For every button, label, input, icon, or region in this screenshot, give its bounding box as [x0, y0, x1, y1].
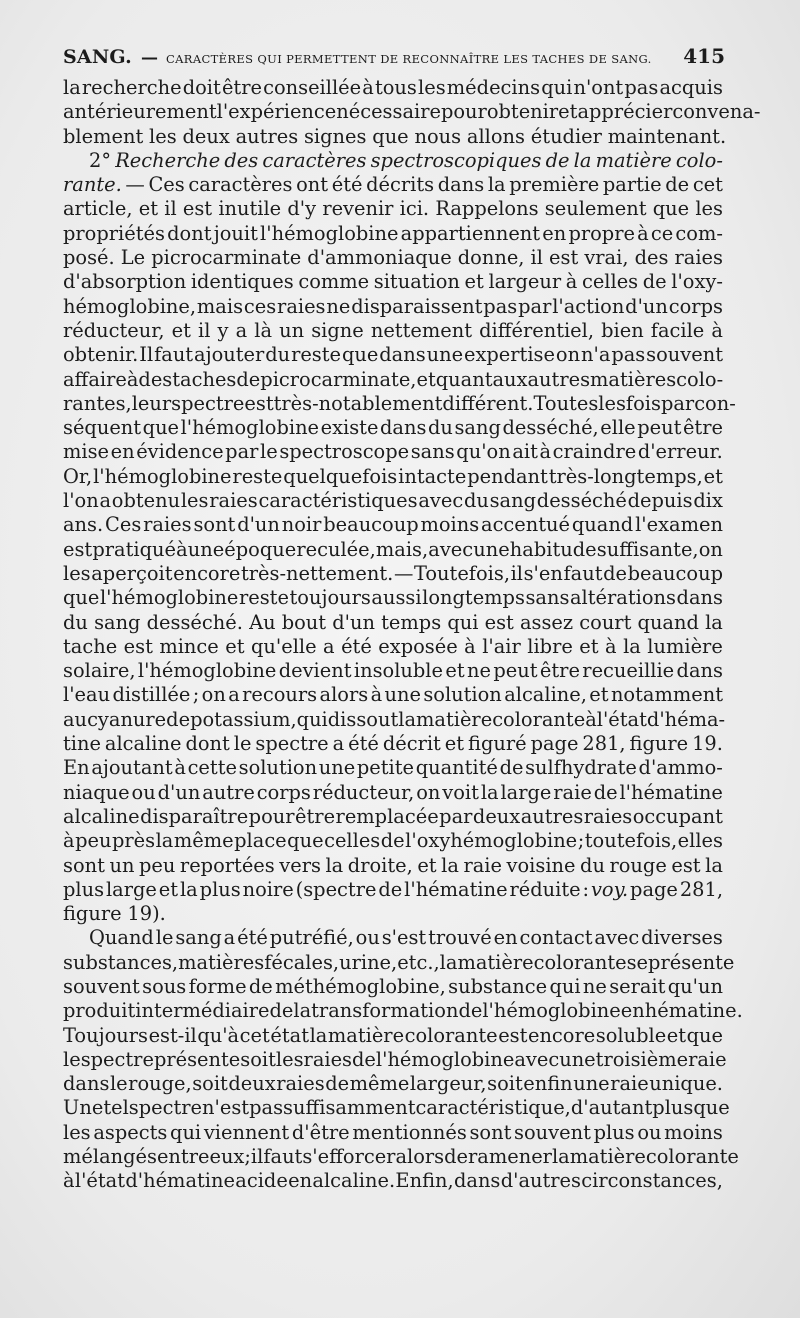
- text-line: produit intermédiaire de la transformation de l'hémoglobine en hématine.: [63, 999, 743, 1023]
- text-line: article, et il est inutile d'y revenir ici. Rappelons seulement que les: [63, 197, 723, 221]
- text-line: à peu près la même place que celles de l'oxyhémoglobine ; toutefois, elles: [63, 829, 723, 853]
- text-line: mélangés entre eux ; il faut s'efforcer alors de ramener la matière colorante: [63, 1145, 739, 1169]
- text-line: propriétés dont jouit l'hémoglobine appartiennent en propre à ce com-: [63, 221, 723, 245]
- body-text: [63, 76, 761, 1194]
- text-line: solaire, l'hémoglobine devient insoluble et ne peut être recueillie dans: [63, 659, 723, 683]
- text-line: l'on a obtenu les raies caractéristiques avec du sang desséché depuis dix: [63, 489, 723, 513]
- running-head-dash: —: [141, 48, 158, 68]
- text-line: dans le rouge, soit deux raies de même largeur, soit enfin une raie unique.: [63, 1072, 723, 1096]
- text-line: 2° Recherche des caractères spectroscopiques de la matière colo-: [89, 148, 723, 172]
- text-line: les aperçoit encore très-nettement. — Toutefois, il s'en faut de beaucoup: [63, 561, 723, 585]
- text-line: rante. — Ces caractères ont été décrits dans la première partie de cet: [63, 173, 723, 197]
- text-line: En ajoutant à cette solution une petite quantité de sulfhydrate d'ammo-: [63, 756, 723, 780]
- text-line: séquent que l'hémoglobine existe dans du sang desséché, elle peut être: [63, 416, 723, 440]
- text-line: blement les deux autres signes que nous allons étudier maintenant.: [63, 124, 727, 148]
- text-line: figure 19).: [63, 902, 166, 926]
- text-line: réducteur, et il y a là un signe nettement différentiel, bien facile à: [63, 318, 723, 342]
- text-line: rantes, leur spectre est très-notablement différent. Toutes les fois par con-: [63, 391, 736, 415]
- text-line: alcaline disparaître pour être remplacée par deux autres raies occupant: [63, 804, 723, 828]
- text-line: tache est mince et qu'elle a été exposée à l'air libre et à la lumière: [63, 634, 723, 658]
- text-line: hémoglobine, mais ces raies ne disparaissent pas par l'action d'un corps: [63, 294, 723, 318]
- running-head-section: SANG.: [63, 46, 132, 68]
- text-line: que l'hémoglobine reste toujours aussi longtemps sans altérations dans: [63, 586, 723, 610]
- text-line: d'absorption identiques comme situation et largeur à celles de l'oxy-: [63, 270, 723, 294]
- text-line: mise en évidence par le spectroscope sans qu'on ait à craindre d'erreur.: [63, 440, 723, 464]
- text-line: posé. Le picrocarminate d'ammoniaque donne, il est vrai, des raies: [63, 246, 723, 270]
- text-line: l'eau distillée ; on a recours alors à une solution alcaline, et notamment: [63, 683, 723, 707]
- text-line: Or, l'hémoglobine reste quelquefois intacte pendant très-longtemps, et: [63, 464, 723, 488]
- text-line: est pratiqué à une époque reculée, mais, avec une habitude suffisante, on: [63, 537, 723, 561]
- text-line: Une tel spectre n'est pas suffisamment caractéristique, d'autant plus que: [63, 1096, 730, 1120]
- text-line: Toujours est-il qu'à cet état la matière colorante est encore soluble et que: [63, 1023, 723, 1047]
- text-line: du sang desséché. Au bout d'un temps qui est assez court quand la: [63, 610, 723, 634]
- text-line: plus large et la plus noire (spectre de l'hématine réduite : voy. page 281,: [63, 877, 723, 901]
- text-line: la recherche doit être conseillée à tous les médecins qui n'ont pas acquis: [63, 76, 723, 99]
- text-line: les aspects qui viennent d'être mentionnés sont souvent plus ou moins: [63, 1120, 723, 1144]
- text-line: sont un peu reportées vers la droite, et la raie voisine du rouge est la: [63, 853, 723, 877]
- page-number: 415: [683, 44, 725, 68]
- text-line: niaque ou d'un autre corps réducteur, on voit la large raie de l'hématine: [63, 780, 723, 804]
- text-line: obtenir. Il faut ajouter du reste que dans une expertise on n'a pas souvent: [63, 343, 723, 367]
- text-line: tine alcaline dont le spectre a été décrit et figuré page 281, figure 19.: [63, 732, 723, 756]
- text-line: souvent sous forme de méthémoglobine, substance qui ne serait qu'un: [63, 974, 723, 998]
- running-head-title: CARACTÈRES QUI PERMETTENT DE RECONNAÎTRE LES TACHES DE SANG.: [166, 52, 652, 66]
- text-line: au cyanure de potassium, qui dissout la matière colorante à l'état d'héma-: [63, 707, 726, 731]
- text-line: à l'état d'hématine acide en alcaline. Enfin, dans d'autres circonstances,: [63, 1169, 723, 1193]
- running-head: [63, 44, 725, 70]
- text-line: affaire à des taches de picrocarminate, et quant aux autres matières colo-: [63, 367, 724, 391]
- text-line: substances, matières fécales, urine, etc., la matière colorante se présente: [63, 950, 735, 974]
- text-line: Quand le sang a été putréfié, ou s'est trouvé en contact avec diverses: [89, 926, 723, 950]
- text-line: antérieurement l'expérience nécessaire pour obtenir et apprécier convena-: [63, 100, 761, 124]
- text-line: ans. Ces raies sont d'un noir beaucoup moins accentué quand l'examen: [63, 513, 723, 537]
- text-line: le spectre présente soit les raies de l'hémoglobine avec une troisième raie: [63, 1047, 727, 1071]
